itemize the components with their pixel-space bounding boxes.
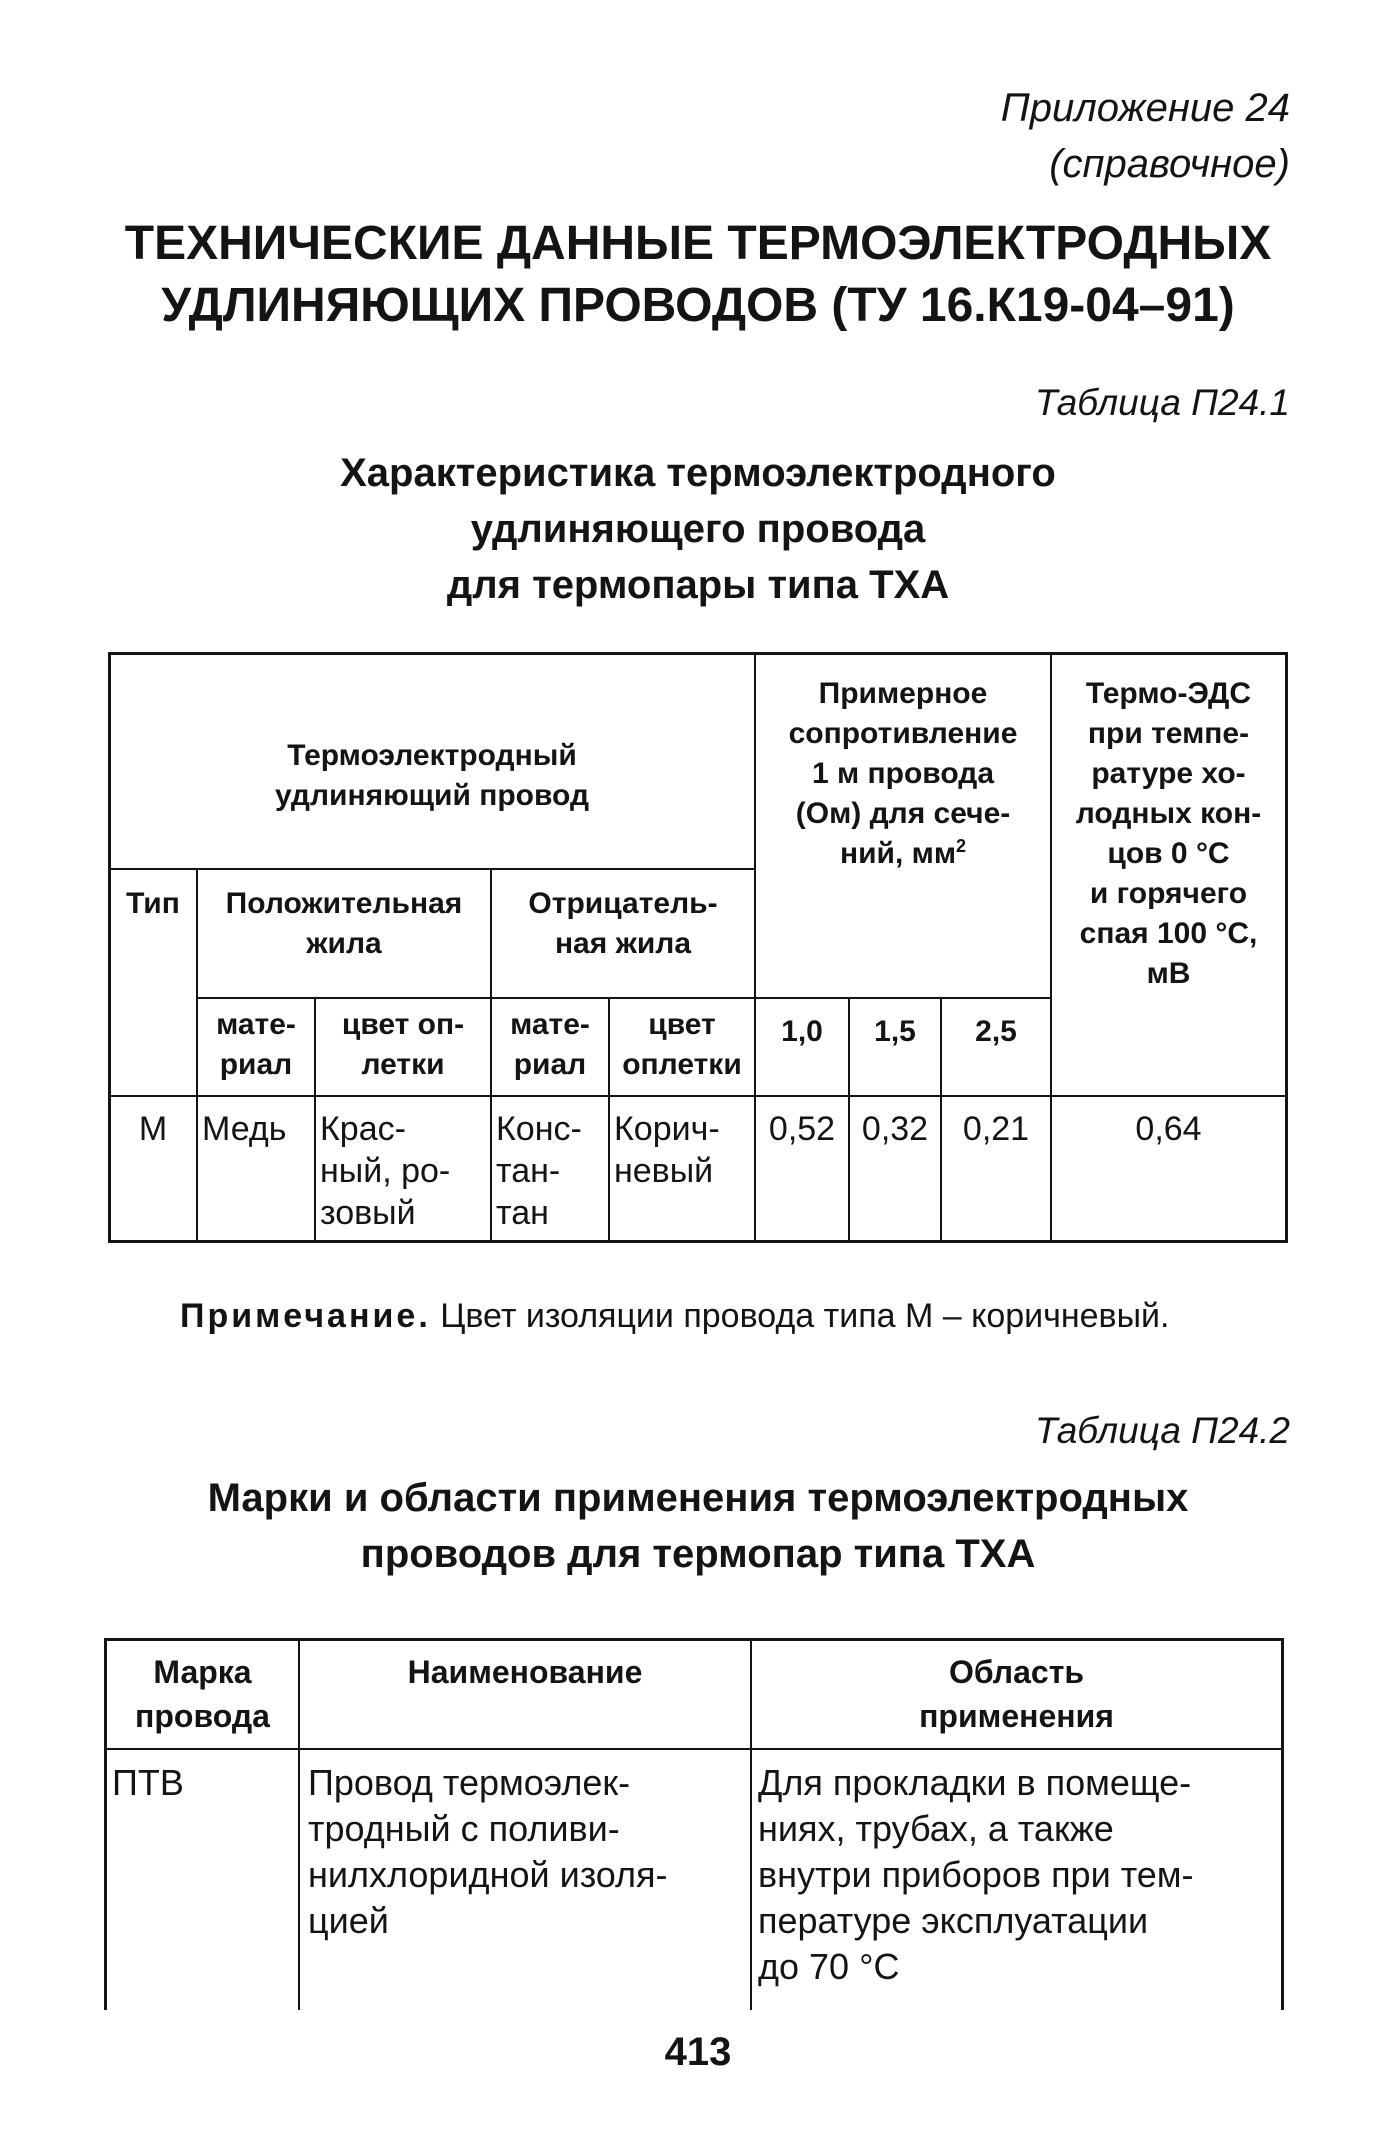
table1-title-line: удлиняющего провода xyxy=(470,507,926,551)
header-text: мате- xyxy=(216,1008,296,1041)
cell-pos-material: Медь xyxy=(202,1110,287,1148)
table1-title xyxy=(0,445,1396,613)
header-text: 1 м провода xyxy=(811,757,995,790)
header-name: Наименование xyxy=(407,1654,643,1690)
header-text: жила xyxy=(306,927,382,960)
cell-pos-color xyxy=(320,1108,488,1234)
superscript: 2 xyxy=(956,836,967,856)
table2-caption: Таблица П24.2 xyxy=(1034,1410,1290,1451)
page-title-line2: УДЛИНЯЮЩИХ ПРОВОДОВ (ТУ 16.К19-04–91) xyxy=(161,279,1235,332)
table2-rule xyxy=(104,1748,1284,1750)
header-resistance xyxy=(756,674,1050,874)
appendix-block xyxy=(1001,80,1290,192)
header-color1 xyxy=(316,1005,490,1085)
table1-border-bottom xyxy=(108,1240,1288,1243)
table2-border-top xyxy=(104,1638,1284,1641)
cell-r10: 0,52 xyxy=(768,1110,836,1148)
table1-rule xyxy=(108,1095,1288,1097)
table2-title-line: Марки и области применения термоэлектродных xyxy=(207,1476,1189,1520)
header-text: Примерное xyxy=(818,677,988,710)
table1-rule xyxy=(108,868,756,870)
header-color2 xyxy=(610,1005,754,1085)
header-emf xyxy=(1052,674,1285,994)
header-text xyxy=(756,834,1050,874)
header-material1 xyxy=(198,1005,314,1085)
cell-text: Корич- xyxy=(614,1110,720,1148)
cell-text: ниях, трубах, а также xyxy=(758,1808,1114,1849)
table1-title-line: Характеристика термоэлектродного xyxy=(340,451,1056,495)
table1-note xyxy=(180,1294,1170,1338)
cell-neg-material xyxy=(496,1108,606,1234)
header-text: Термоэлектродный xyxy=(287,739,577,772)
table1-border-top xyxy=(108,652,1288,655)
page-title-line1: ТЕХНИЧЕСКИЕ ДАННЫЕ ТЕРМОЭЛЕКТРОДНЫХ xyxy=(124,217,1272,270)
header-section-1-0: 1,0 xyxy=(781,1015,823,1048)
header-text: Область xyxy=(948,1654,1085,1690)
cell-r15: 0,32 xyxy=(861,1110,929,1148)
appendix-note: (справочное) xyxy=(1049,142,1290,186)
cell-neg-color xyxy=(614,1108,752,1192)
cell-text: цией xyxy=(308,1900,389,1941)
appendix-label: Приложение 24 xyxy=(1000,86,1290,130)
header-text: и горячего xyxy=(1089,877,1248,910)
table2-border-right xyxy=(1281,1638,1284,2010)
note-text: Цвет изоляции провода типа М – коричневый. xyxy=(440,1297,1170,1335)
cell-emf: 0,64 xyxy=(1135,1110,1202,1148)
cell-mark: ПТВ xyxy=(112,1762,184,1803)
cell-text: ный, ро- xyxy=(320,1152,451,1190)
header-text: летки xyxy=(361,1048,445,1081)
cell-text: пературе эксплуатации xyxy=(758,1900,1149,1941)
table1-title-line: для термопары типа ТХА xyxy=(446,563,950,607)
cell-text: тан- xyxy=(496,1152,561,1190)
cell-text: нилхлоридной изоля- xyxy=(308,1854,668,1895)
header-text: Отрицатель- xyxy=(528,887,718,920)
header-text: Положительная xyxy=(225,887,463,920)
header-text: мате- xyxy=(510,1008,590,1041)
header-type: Тип xyxy=(126,887,180,920)
header-material2 xyxy=(492,1005,608,1085)
header-text: Термо-ЭДС xyxy=(1085,677,1252,710)
header-text: спая 100 °С, xyxy=(1079,917,1258,950)
header-text: удлиняющий провод xyxy=(274,779,590,812)
header-text: риал xyxy=(513,1048,587,1081)
header-text: ная жила xyxy=(554,927,692,960)
header-text: провода xyxy=(135,1698,270,1734)
header-text: цвет xyxy=(648,1008,716,1041)
table1-border-right xyxy=(1285,652,1288,1243)
header-positive xyxy=(198,884,490,964)
cell-text: Крас- xyxy=(320,1110,406,1148)
cell-text: зовый xyxy=(320,1194,416,1232)
cell-text: до 70 °С xyxy=(758,1946,900,1987)
cell-text: невый xyxy=(614,1152,714,1190)
table2-title xyxy=(0,1470,1396,1582)
header-text: сопротивление xyxy=(788,717,1018,750)
header-text: применения xyxy=(919,1698,1114,1734)
cell-type: М xyxy=(138,1110,168,1148)
header-text: ний, мм xyxy=(839,837,957,870)
cell-text: тродный с поливи- xyxy=(308,1808,620,1849)
page-title xyxy=(0,213,1396,337)
header-mark xyxy=(107,1650,298,1738)
cell-text: Для прокладки в помеще- xyxy=(758,1762,1192,1803)
table1-rule xyxy=(196,997,1050,999)
header-text: при темпе- xyxy=(1087,717,1250,750)
header-text: лодных кон- xyxy=(1075,797,1262,830)
table1-caption: Таблица П24.1 xyxy=(1034,382,1290,423)
cell-text: Провод термоэлек- xyxy=(308,1762,631,1803)
cell-r25: 0,21 xyxy=(962,1110,1030,1148)
header-text: цвет оп- xyxy=(341,1008,465,1041)
header-text: мВ xyxy=(1146,957,1191,990)
header-area xyxy=(752,1650,1281,1738)
cell-area xyxy=(758,1760,1280,1990)
cell-name xyxy=(308,1760,748,1944)
header-wire-group xyxy=(110,736,754,816)
cell-text: Конс- xyxy=(496,1110,582,1148)
header-text: (Ом) для сече- xyxy=(795,797,1011,830)
header-text: оплетки xyxy=(622,1048,742,1081)
cell-text: тан xyxy=(496,1194,549,1232)
note-label: Примечание. xyxy=(180,1297,431,1335)
cell-text: внутри приборов при тем- xyxy=(758,1854,1194,1895)
header-section-2-5: 2,5 xyxy=(975,1015,1017,1048)
header-text: Марка xyxy=(153,1654,252,1690)
page-number: 413 xyxy=(664,2030,732,2074)
header-section-1-5: 1,5 xyxy=(874,1015,916,1048)
header-text: риал xyxy=(219,1048,293,1081)
header-text: ратуре хо- xyxy=(1091,757,1246,790)
table2-title-line: проводов для термопар типа ТХА xyxy=(360,1532,1036,1576)
header-text: цов 0 °С xyxy=(1107,837,1230,870)
header-negative xyxy=(492,884,754,964)
